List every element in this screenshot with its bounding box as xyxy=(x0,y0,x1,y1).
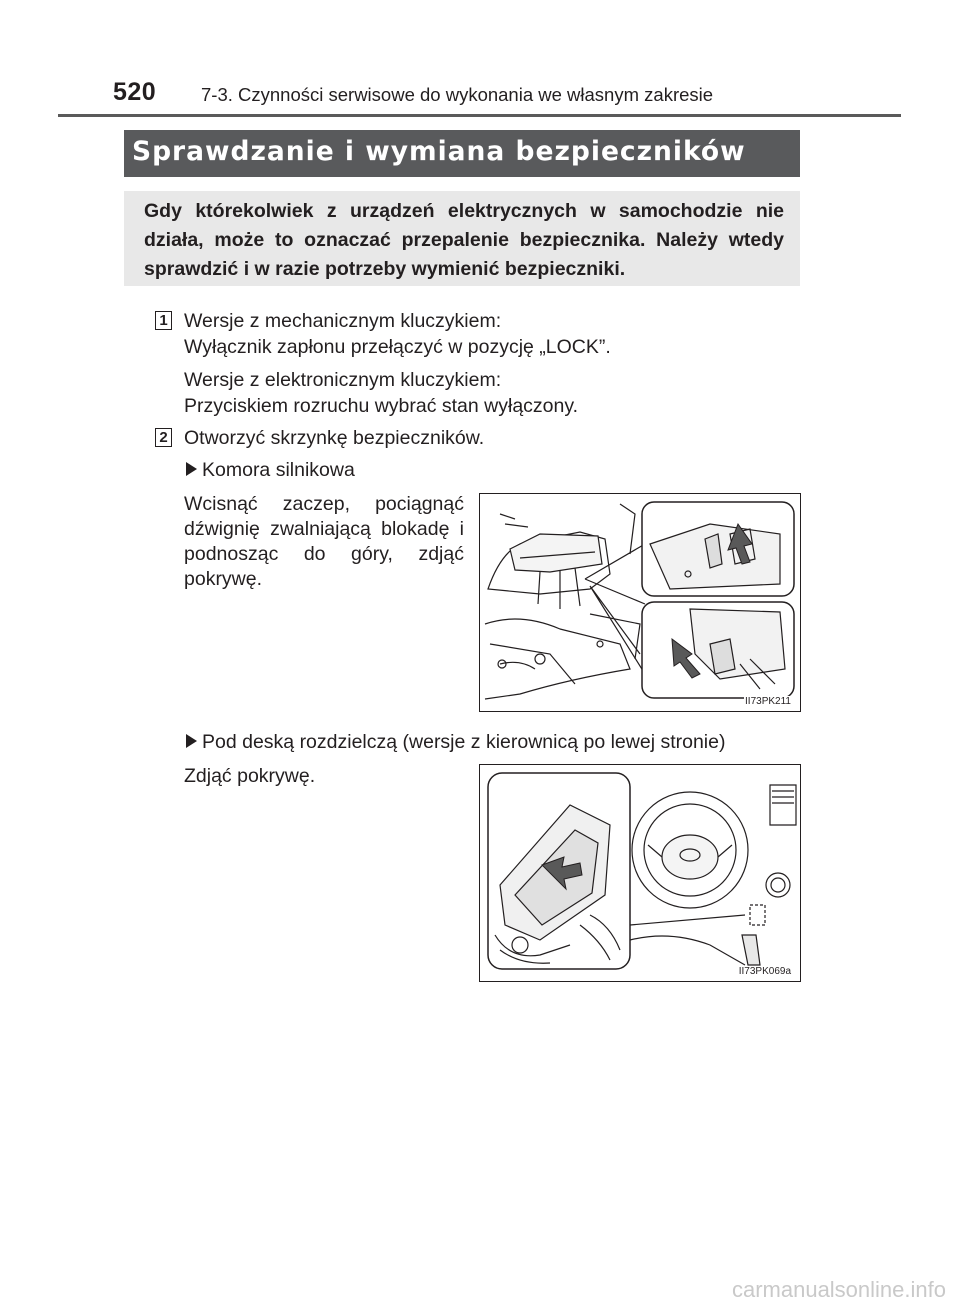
figure-code: II73PK069a xyxy=(738,966,791,977)
subsection-dashboard-heading: Pod deską rozdzielczą (wersje z kierownicą po lewej stronie) xyxy=(202,731,726,753)
subsection-engine-text: Wcisnąć zaczep, pociągnąć dźwignię zwalniającą blokadę i podnosząc do góry, zdjąć pokrywę. xyxy=(184,493,464,590)
watermark: carmanualsonline.info xyxy=(731,1277,946,1302)
section-title: Sprawdzanie i wymiana bezpieczników xyxy=(132,136,746,167)
dashboard-fuse-box-figure xyxy=(479,764,801,982)
page-number: 520 xyxy=(113,78,157,106)
engine-compartment-illustration xyxy=(480,494,801,712)
intro-text: Gdy którekolwiek z urządzeń elektrycznych w samochodzie nie działa, może to oznaczać przepalenie bezpiecznika. Należy wtedy sprawdzić i w razie potrzeby wymienić bezpieczniki. xyxy=(144,200,784,280)
step-2-badge: 2 xyxy=(155,428,172,447)
step-1-badge: 1 xyxy=(155,311,172,330)
header-rule xyxy=(58,114,901,117)
dashboard-illustration xyxy=(480,765,801,982)
triangle-arrow-icon xyxy=(186,734,197,748)
figure-code: II73PK211 xyxy=(745,696,791,707)
chapter-title: 7-3. Czynności serwisowe do wykonania we własnym zakresie xyxy=(201,84,714,105)
engine-fuse-box-figure xyxy=(479,493,801,712)
triangle-arrow-icon xyxy=(186,462,197,476)
step-1-line-2: Wyłącznik zapłonu przełączyć w pozycję „LOCK”. xyxy=(184,336,611,358)
subsection-dashboard-text: Zdjąć pokrywę. xyxy=(184,765,316,787)
step-2-text: Otworzyć skrzynkę bezpieczników. xyxy=(184,427,485,449)
step-1-line-1: Wersje z mechanicznym kluczykiem: xyxy=(184,310,502,332)
subsection-engine-heading: Komora silnikowa xyxy=(202,459,355,481)
step-1-line-4: Przyciskiem rozruchu wybrać stan wyłączony. xyxy=(184,395,579,417)
step-1-line-3: Wersje z elektronicznym kluczykiem: xyxy=(184,369,502,391)
